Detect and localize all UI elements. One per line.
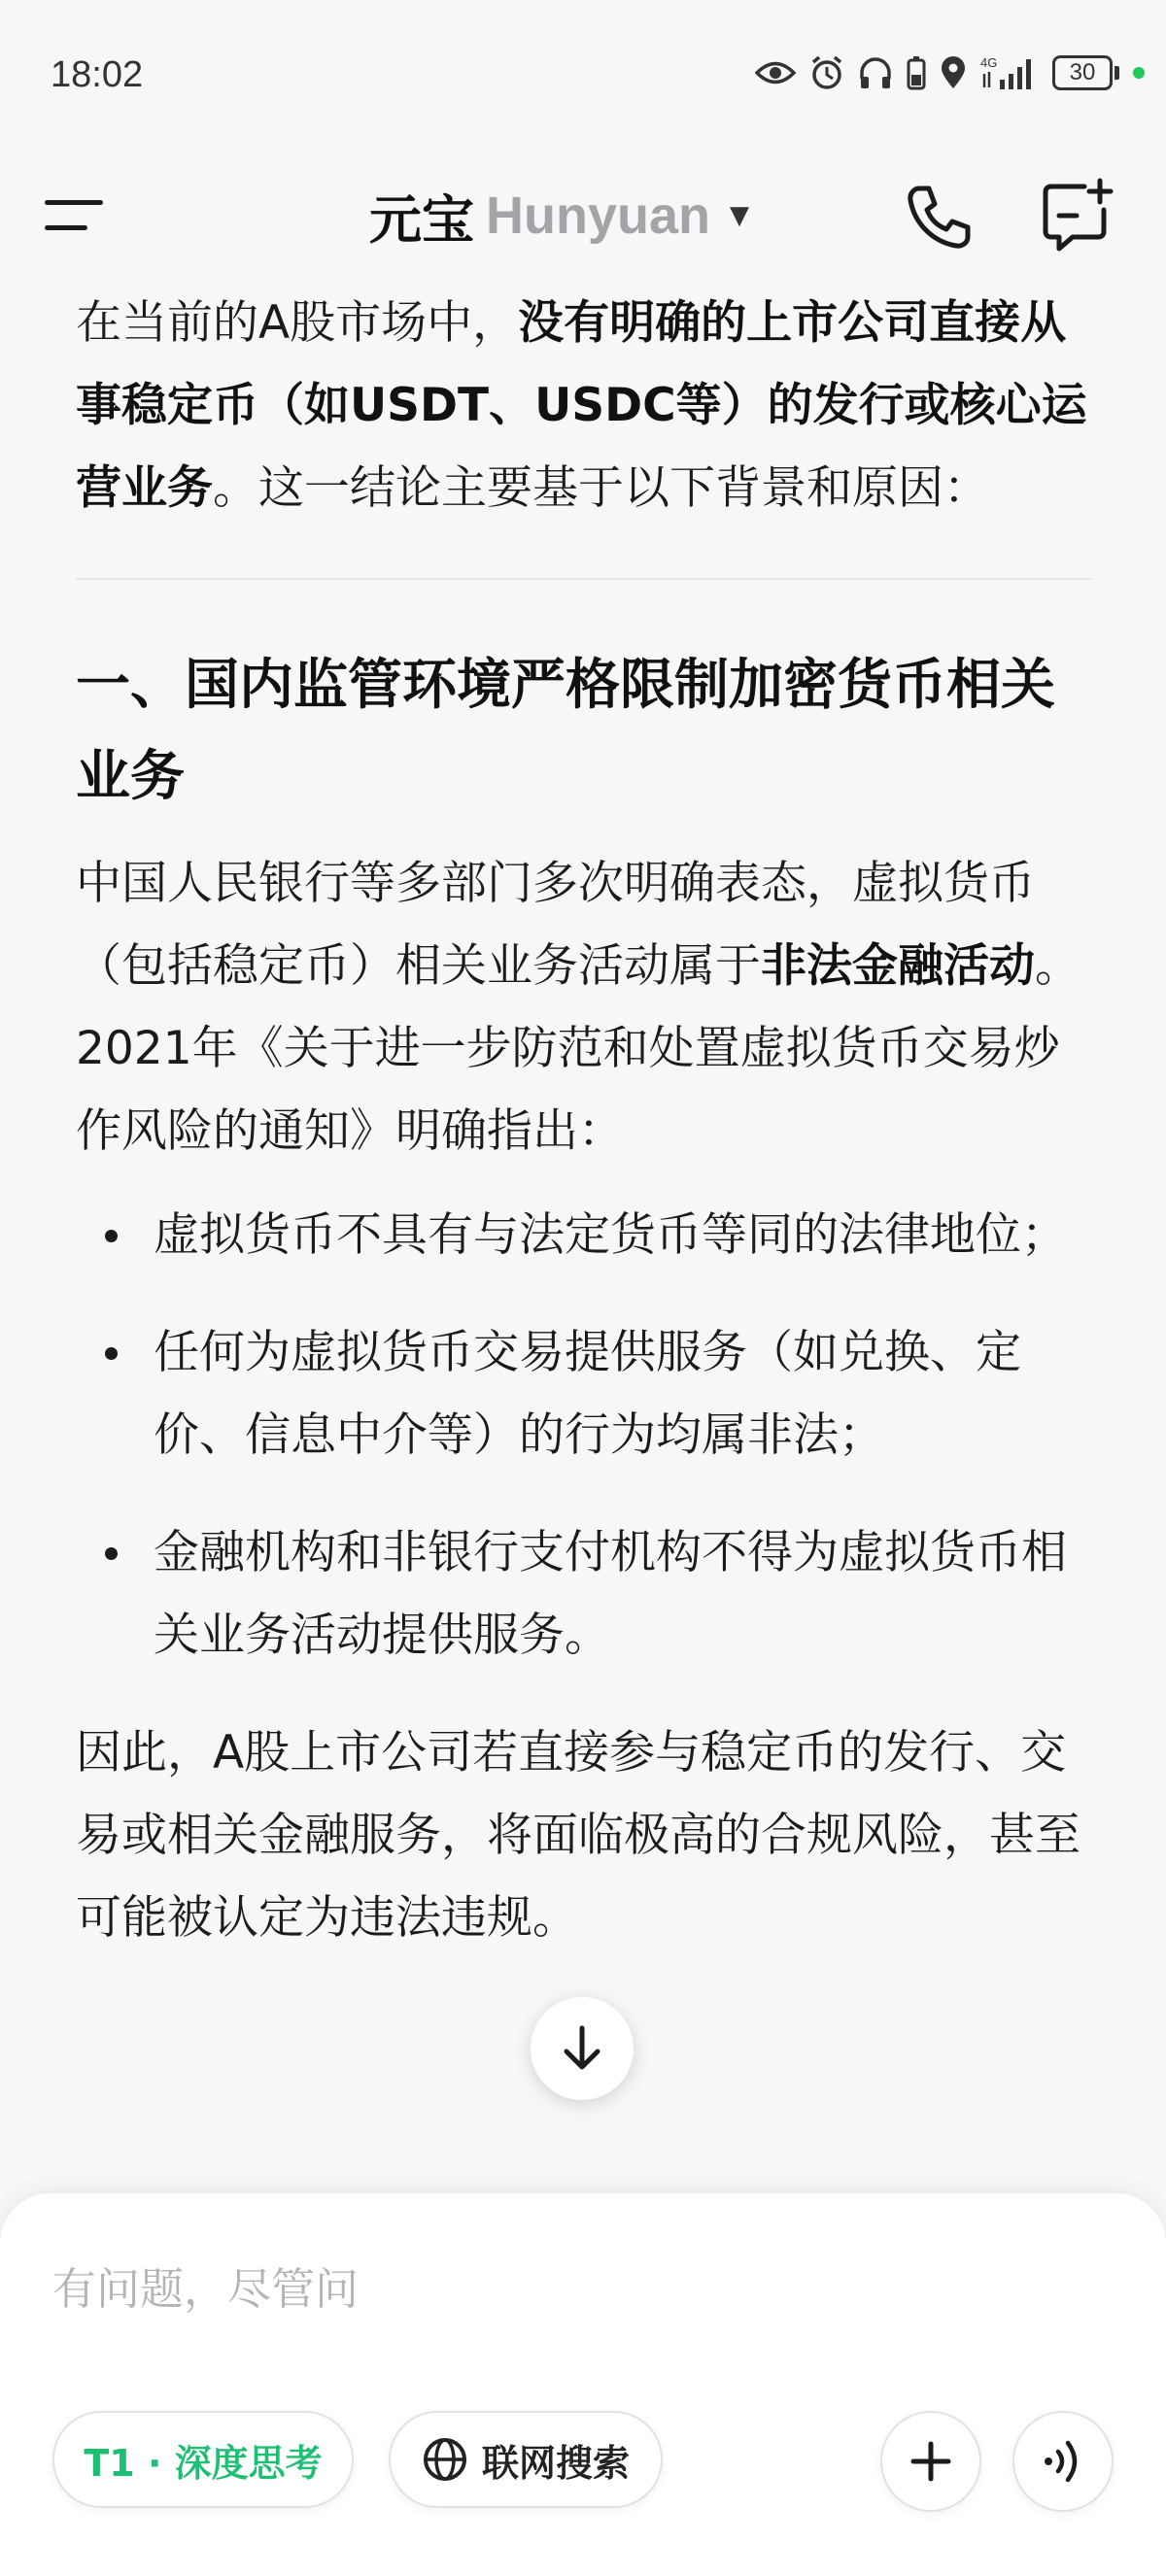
list-item bbox=[76, 1311, 1091, 1476]
new-chat-button[interactable] bbox=[1038, 177, 1117, 256]
section-text-end: 。2021年《关于进一步防范和处置虚拟货币交易炒作风险的通知》明确指出： bbox=[76, 939, 1080, 1158]
voice-call-button[interactable] bbox=[902, 181, 976, 254]
bullet-dot bbox=[105, 1230, 118, 1242]
menu-button[interactable] bbox=[39, 186, 113, 245]
section-paragraph bbox=[76, 842, 1091, 1172]
signal-icon bbox=[980, 54, 1039, 91]
new-chat-icon bbox=[1038, 177, 1117, 256]
alarm-icon bbox=[809, 54, 844, 91]
answer-content bbox=[76, 282, 1091, 1959]
globe-icon bbox=[422, 2436, 468, 2483]
intro-bold-text: 没有明确的上市公司直接从事稳定币（如USDT、USDC等）的发行或核心运营业务 bbox=[76, 296, 1087, 515]
arrow-down-icon bbox=[560, 2024, 604, 2073]
location-icon bbox=[940, 55, 967, 90]
model-selector[interactable] bbox=[369, 177, 749, 254]
bullet-list bbox=[76, 1194, 1091, 1677]
bullet-dot bbox=[105, 1347, 118, 1360]
battery-level: 30 bbox=[1052, 55, 1113, 90]
section-text: 中国人民银行等多部门多次明确表态，虚拟货币（包括稳定币）相关业务活动属于 bbox=[76, 857, 1035, 993]
phone-icon bbox=[902, 181, 976, 254]
chevron-down-icon: ▼ bbox=[730, 201, 750, 230]
deep-think-label: T1 · 深度思考 bbox=[84, 2441, 323, 2485]
plus-icon bbox=[908, 2438, 954, 2485]
model-name: Hunyuan bbox=[486, 186, 711, 245]
deep-think-toggle[interactable] bbox=[52, 2411, 354, 2508]
app-header bbox=[0, 165, 1166, 267]
scroll-to-bottom-button[interactable] bbox=[531, 1997, 634, 2100]
status-time: 18:02 bbox=[51, 54, 144, 95]
headphones-icon bbox=[858, 55, 893, 90]
input-panel bbox=[0, 2193, 1166, 2576]
attach-button[interactable] bbox=[880, 2411, 981, 2512]
conclusion-paragraph: 因此，A股上市公司若直接参与稳定币的发行、交易或相关金融服务，将面临极高的合规风险，甚至可能被认定为违法违规。 bbox=[76, 1726, 1080, 1945]
privacy-dot bbox=[1133, 67, 1145, 79]
list-item-text: 金融机构和非银行支付机构不得为虚拟货币相关业务活动提供服务。 bbox=[154, 1526, 1067, 1662]
section-heading: 一、国内监管环境严格限制加密货币相关业务 bbox=[76, 654, 1055, 808]
web-search-label: 联网搜索 bbox=[481, 2441, 630, 2485]
eye-icon bbox=[755, 58, 796, 87]
intro-text: 在当前的A股市场中， bbox=[76, 296, 519, 350]
menu-icon bbox=[45, 200, 103, 205]
list-item bbox=[76, 1194, 1091, 1276]
intro-paragraph bbox=[76, 282, 1091, 529]
web-search-toggle[interactable] bbox=[389, 2411, 663, 2508]
section-bold-text: 非法金融活动 bbox=[761, 939, 1035, 993]
voice-input-button[interactable] bbox=[1012, 2411, 1114, 2512]
message-input[interactable]: 有问题，尽管问 bbox=[52, 2263, 360, 2315]
battery-small-icon bbox=[907, 55, 926, 90]
bullet-dot bbox=[105, 1547, 118, 1560]
intro-text-end: 。这一结论主要基于以下背景和原因： bbox=[213, 461, 989, 515]
list-item bbox=[76, 1511, 1091, 1677]
list-item-text: 任何为虚拟货币交易提供服务（如兑换、定价、信息中介等）的行为均属非法； bbox=[154, 1326, 1021, 1462]
network-type: 4G bbox=[980, 55, 998, 70]
app-name: 元宝 bbox=[369, 188, 474, 251]
section-divider bbox=[76, 578, 1091, 580]
status-bar bbox=[0, 0, 1166, 146]
battery-indicator bbox=[1052, 55, 1119, 90]
voice-wave-icon bbox=[1037, 2435, 1089, 2488]
status-icons bbox=[755, 51, 1145, 95]
list-item-text: 虚拟货币不具有与法定货币等同的法律地位； bbox=[154, 1208, 1067, 1262]
